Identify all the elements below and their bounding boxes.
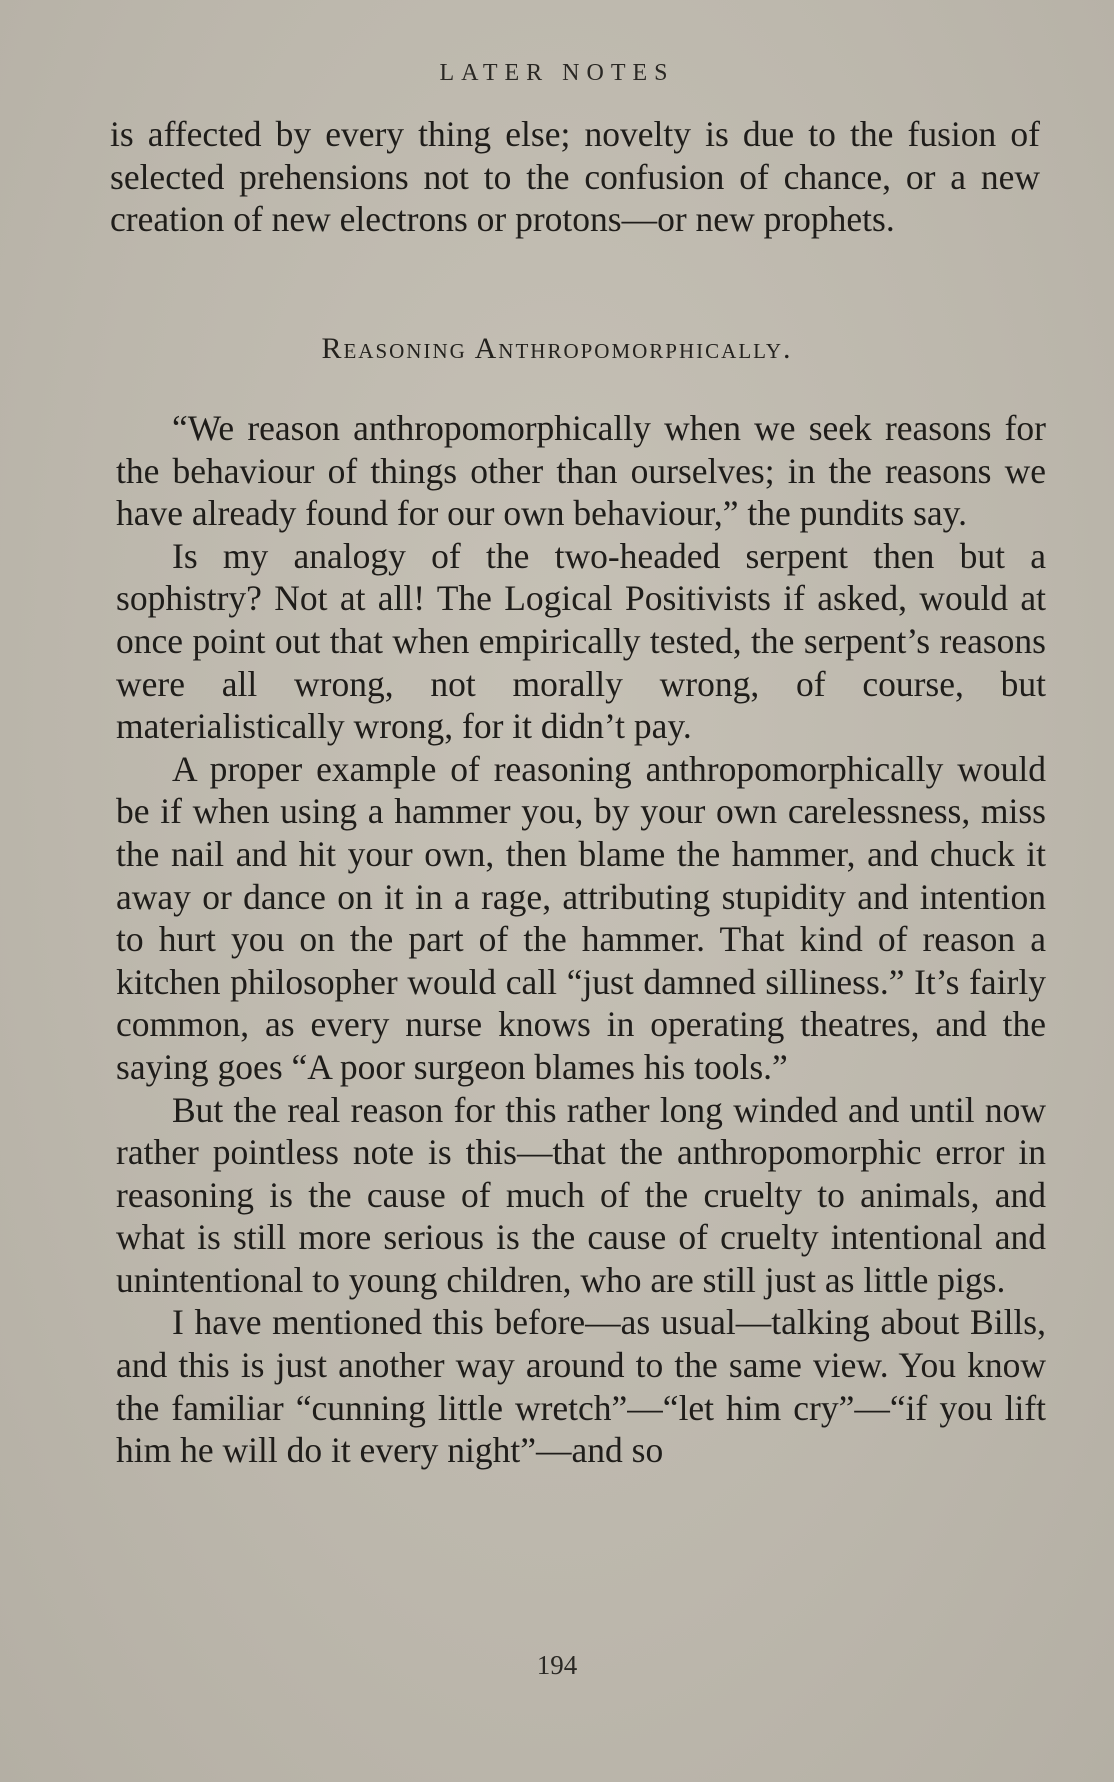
paragraph: A proper example of reasoning anthropomorphically would be if when using a hammer you, by your own carelessness, miss the nail and hit your own, then blame the hammer, and chuck it away or dance on it in a rage, attributing stupidity and intention to hurt you on the part of the hammer. That kind of reason a kitchen philosopher would call “just damned silliness.” It’s fairly common, as every nurse knows in operating theatres, and the saying goes “A poor surgeon blames his tools.” xyxy=(116,748,1046,1087)
section-title: Reasoning Anthropomorphically. xyxy=(321,332,793,365)
running-head: LATER NOTES xyxy=(439,60,675,86)
paragraph: I have mentioned this before—as usual—talking about Bills, and this is just another way around to the same view. You know the familiar “cunning little wretch”—“let him cry”—“if you lift him he will do it every night”—and so xyxy=(116,1302,1046,1471)
page-number: 194 xyxy=(536,1650,578,1680)
body-text xyxy=(116,407,1046,1472)
paragraph: Is my analogy of the two-headed serpent then but a sophistry? Not at all! The Logical Positivists if asked, would at once point out that when empirically tested, the serpent’s reasons were all wrong, not morally wrong, of course, but materialistically wrong, for it didn’t pay. xyxy=(116,535,1046,747)
paragraph: “We reason anthropomorphically when we seek reasons for the behaviour of things other than ourselves; in the reasons we have already found for our own behaviour,” the pundits say. xyxy=(116,408,1046,534)
paragraph: But the real reason for this rather long winded and until now rather pointless note is this—that the anthropomorphic error in reasoning is the cause of much of the cruelty to animals, and what is still more serious is the cause of cruelty intentional and unintentional to young children, who are still just as little pigs. xyxy=(116,1089,1046,1300)
carryover-paragraph: is affected by every thing else; novelty is due to the fusion of selected prehensions not to the confusion of chance, or a new creation of new electrons or protons—or new prophets. xyxy=(110,114,1040,240)
